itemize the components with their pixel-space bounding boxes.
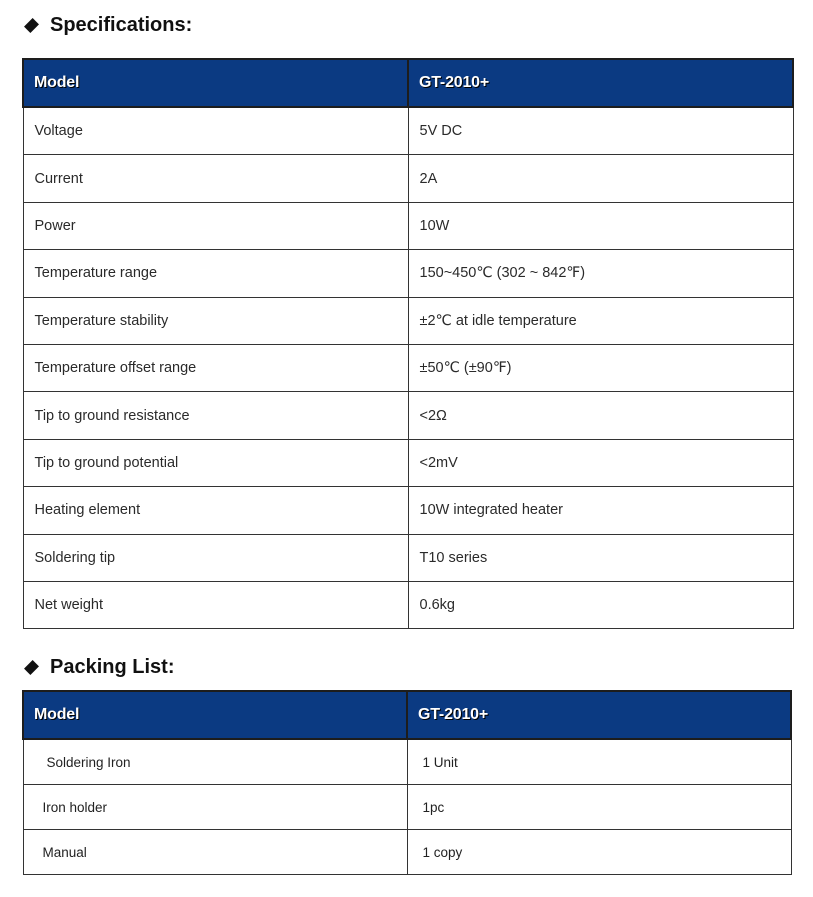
spec-value: 0.6kg — [408, 581, 793, 628]
spec-label: Current — [23, 155, 408, 202]
table-row — [23, 830, 791, 875]
table-row — [23, 344, 793, 391]
spec-value: <2mV — [408, 439, 793, 486]
table-row — [23, 202, 793, 249]
table-row — [23, 739, 791, 785]
table-row — [23, 107, 793, 155]
table-row — [23, 155, 793, 202]
spec-value: 5V DC — [408, 107, 793, 155]
specifications-title: Specifications: — [50, 14, 193, 36]
spec-value: ±2℃ at idle temperature — [408, 297, 793, 344]
spec-label: Temperature offset range — [23, 344, 408, 391]
spec-value: 10W integrated heater — [408, 487, 793, 534]
spec-value: T10 series — [408, 534, 793, 581]
diamond-bullet-icon — [24, 18, 39, 33]
table-row — [23, 439, 793, 486]
spec-value: ±50℃ (±90℉) — [408, 344, 793, 391]
diamond-bullet-icon — [24, 660, 39, 675]
table-row — [23, 785, 791, 830]
model-header-label: Model — [23, 59, 408, 107]
table-row — [23, 392, 793, 439]
table-row — [23, 487, 793, 534]
spec-label: Heating element — [23, 487, 408, 534]
spec-label: Net weight — [23, 581, 408, 628]
model-header-value: GT-2010+ — [407, 691, 791, 739]
packing-item-label: Iron holder — [23, 785, 407, 830]
spec-value: 10W — [408, 202, 793, 249]
packing-item-quantity: 1pc — [407, 785, 791, 830]
spec-value: 2A — [408, 155, 793, 202]
spec-label: Tip to ground resistance — [23, 392, 408, 439]
table-row — [23, 297, 793, 344]
table-row — [23, 581, 793, 628]
packing-item-quantity: 1 copy — [407, 830, 791, 875]
table-row — [23, 534, 793, 581]
table-row — [23, 250, 793, 297]
packing-list-table — [22, 690, 792, 875]
packing-list-title: Packing List: — [50, 656, 175, 678]
table-header-row — [23, 691, 791, 739]
specifications-table — [22, 58, 794, 629]
packing-item-quantity: 1 Unit — [407, 739, 791, 785]
table-header-row — [23, 59, 793, 107]
packing-item-label: Soldering Iron — [23, 739, 407, 785]
spec-label: Voltage — [23, 107, 408, 155]
model-header-value: GT-2010+ — [408, 59, 793, 107]
spec-label: Temperature stability — [23, 297, 408, 344]
spec-value: <2Ω — [408, 392, 793, 439]
spec-value: 150~450℃ (302 ~ 842℉) — [408, 250, 793, 297]
spec-label: Tip to ground potential — [23, 439, 408, 486]
specifications-heading — [24, 14, 192, 37]
packing-item-label: Manual — [23, 830, 407, 875]
spec-label: Soldering tip — [23, 534, 408, 581]
spec-label: Power — [23, 202, 408, 249]
packing-list-heading — [24, 656, 174, 679]
model-header-label: Model — [23, 691, 407, 739]
spec-label: Temperature range — [23, 250, 408, 297]
